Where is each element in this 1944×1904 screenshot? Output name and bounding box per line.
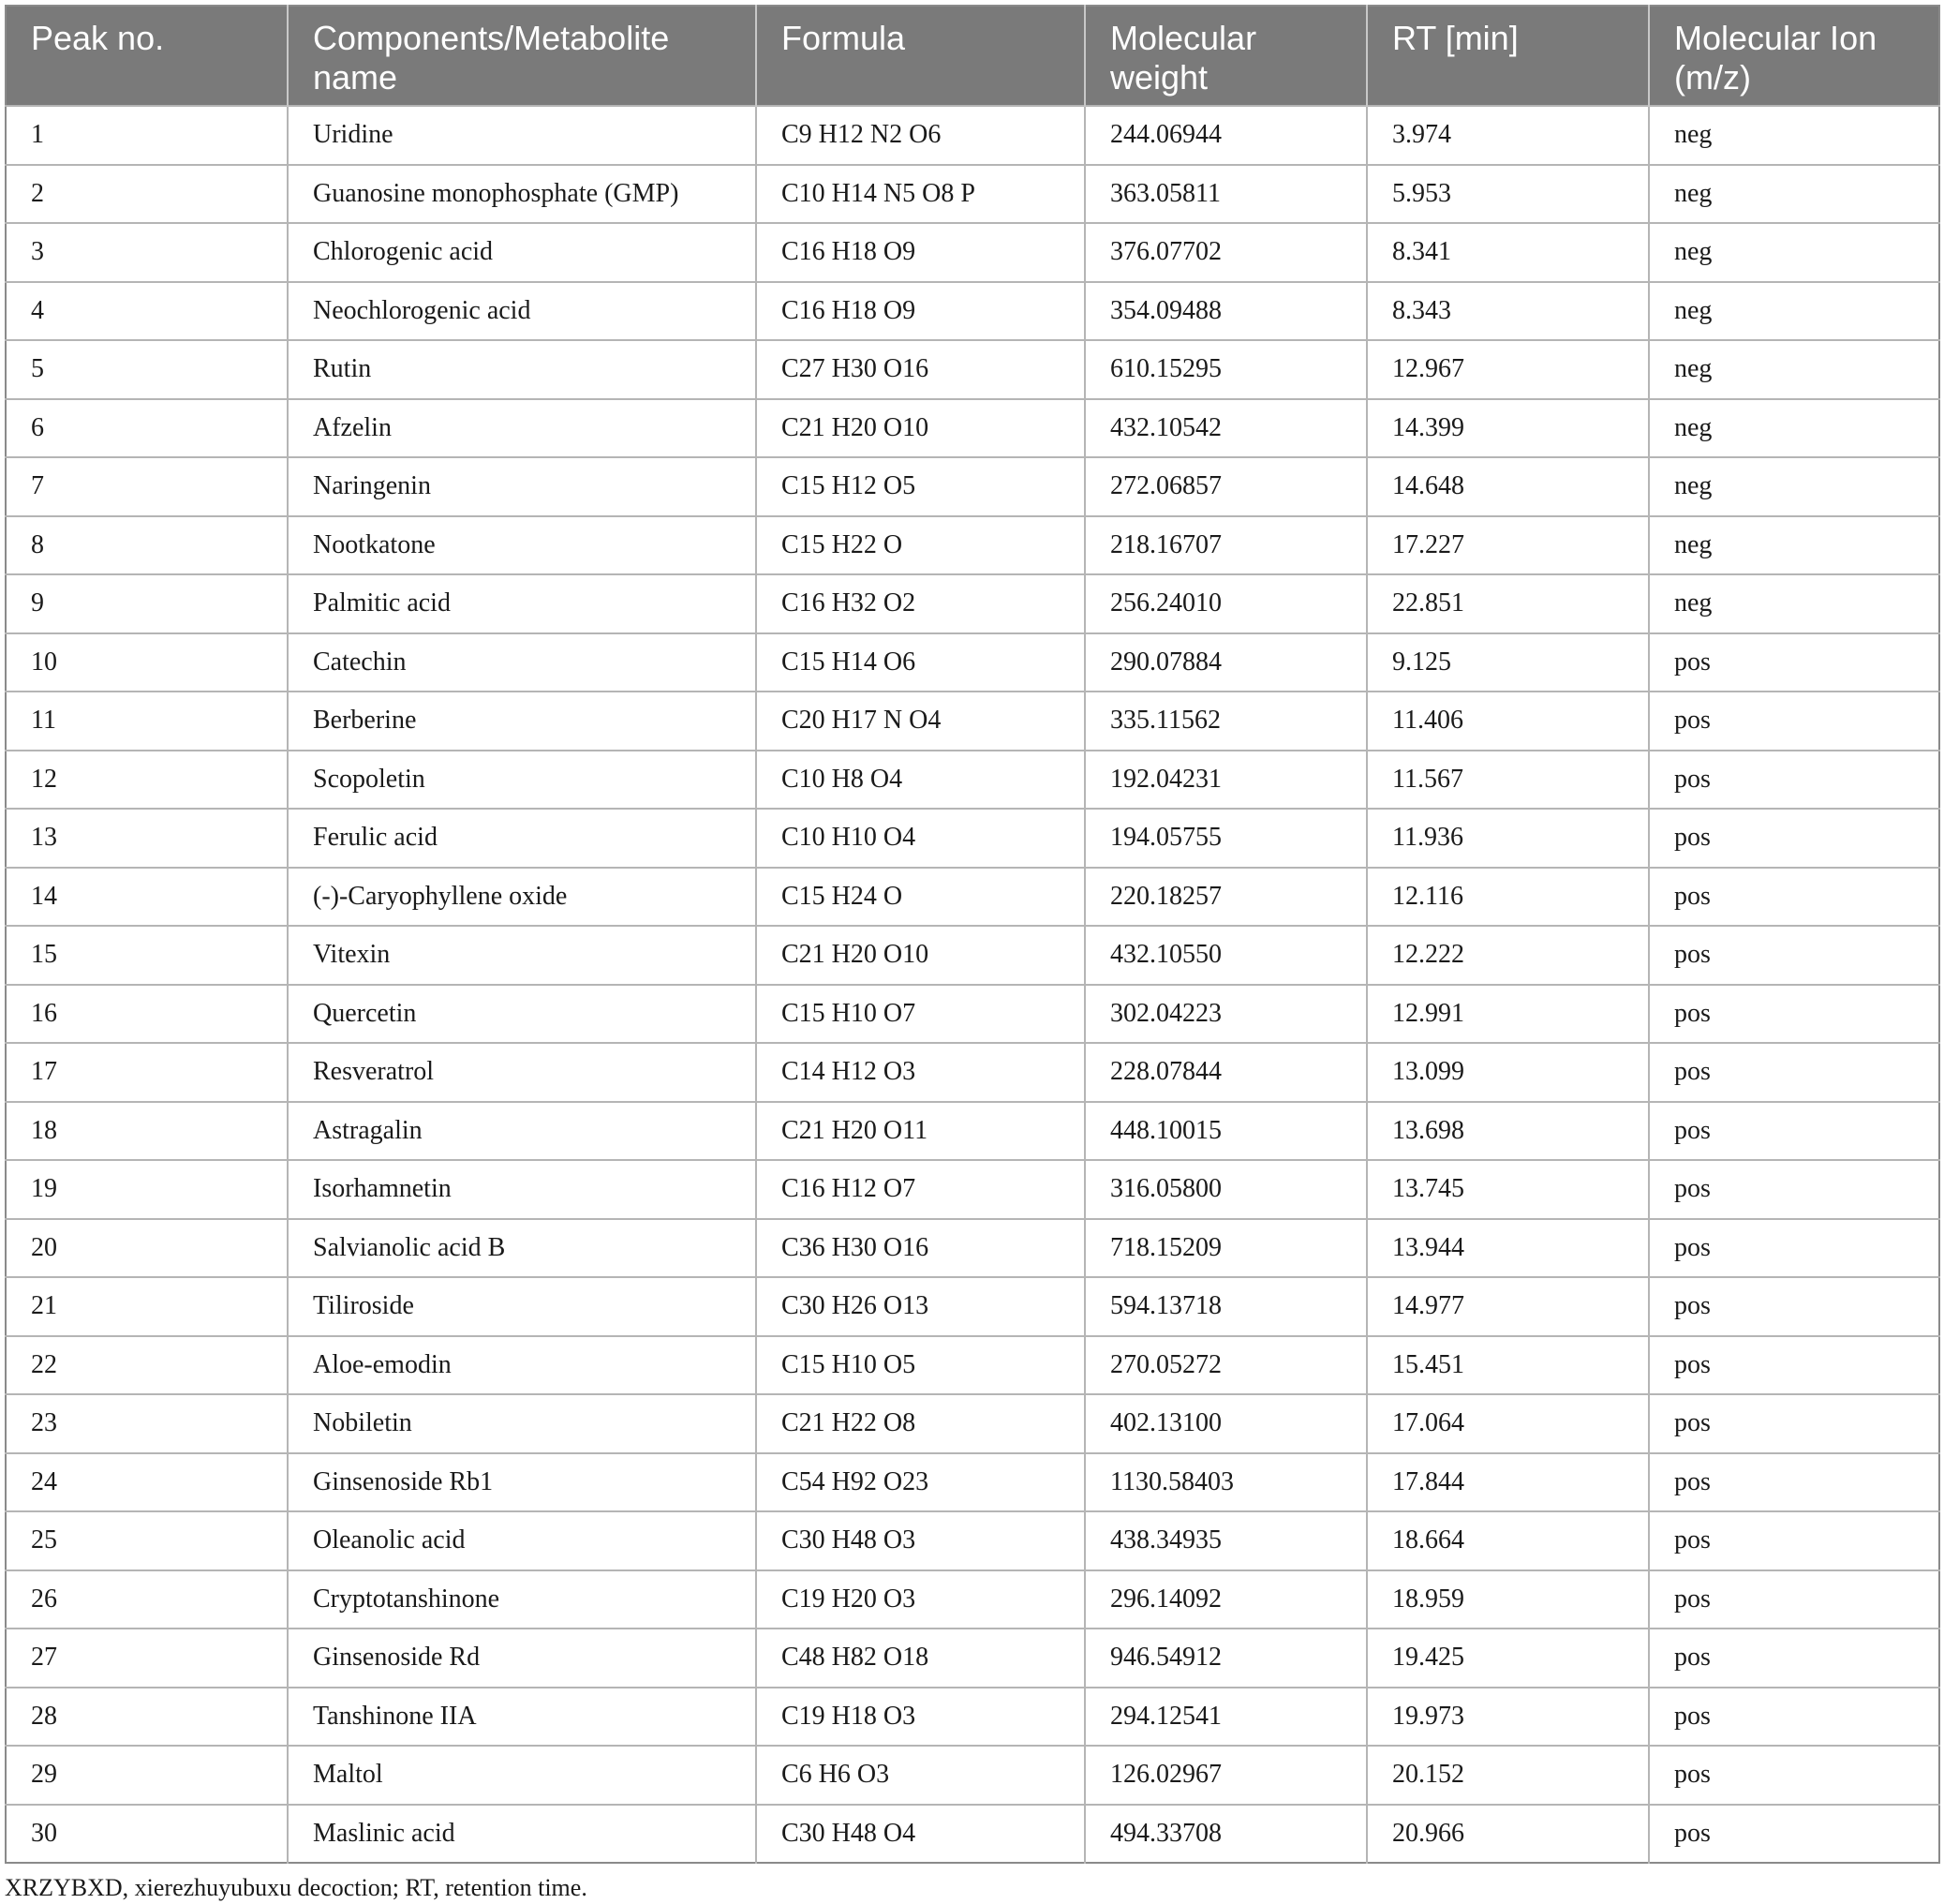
component-name-cell: Oleanolic acid xyxy=(288,1511,756,1570)
component-name-cell: Maslinic acid xyxy=(288,1805,756,1864)
peak-no-cell: 3 xyxy=(6,223,288,282)
rt-cell: 13.099 xyxy=(1367,1043,1649,1102)
component-name-cell: (-)-Caryophyllene oxide xyxy=(288,868,756,927)
molecular-ion-cell: neg xyxy=(1649,282,1939,341)
rt-cell: 17.227 xyxy=(1367,516,1649,575)
molecular-ion-cell: pos xyxy=(1649,1805,1939,1864)
molecular-weight-cell: 402.13100 xyxy=(1085,1394,1367,1453)
formula-cell: C15 H10 O7 xyxy=(756,985,1085,1044)
peak-no-cell: 26 xyxy=(6,1570,288,1629)
component-name-cell: Rutin xyxy=(288,340,756,399)
table-row xyxy=(6,868,1939,927)
component-name-cell: Ferulic acid xyxy=(288,809,756,868)
rt-cell: 12.991 xyxy=(1367,985,1649,1044)
peak-no-cell: 5 xyxy=(6,340,288,399)
table-row xyxy=(6,1043,1939,1102)
peak-no-cell: 14 xyxy=(6,868,288,927)
molecular-weight-cell: 228.07844 xyxy=(1085,1043,1367,1102)
peak-no-cell: 13 xyxy=(6,809,288,868)
peak-no-cell: 29 xyxy=(6,1746,288,1805)
formula-cell: C16 H18 O9 xyxy=(756,223,1085,282)
formula-cell: C21 H20 O10 xyxy=(756,399,1085,458)
component-name-cell: Nobiletin xyxy=(288,1394,756,1453)
molecular-ion-cell: neg xyxy=(1649,165,1939,224)
table-row xyxy=(6,457,1939,516)
molecular-ion-cell: neg xyxy=(1649,516,1939,575)
molecular-ion-cell: pos xyxy=(1649,1746,1939,1805)
component-name-cell: Naringenin xyxy=(288,457,756,516)
component-name-cell: Ginsenoside Rb1 xyxy=(288,1453,756,1512)
component-name-cell: Nootkatone xyxy=(288,516,756,575)
molecular-ion-cell: pos xyxy=(1649,926,1939,985)
rt-cell: 14.399 xyxy=(1367,399,1649,458)
peak-no-cell: 21 xyxy=(6,1277,288,1336)
formula-cell: C15 H10 O5 xyxy=(756,1336,1085,1395)
rt-cell: 18.664 xyxy=(1367,1511,1649,1570)
component-name-cell: Neochlorogenic acid xyxy=(288,282,756,341)
peak-no-cell: 20 xyxy=(6,1219,288,1278)
molecular-ion-cell: pos xyxy=(1649,1160,1939,1219)
formula-cell: C21 H20 O10 xyxy=(756,926,1085,985)
component-name-cell: Palmitic acid xyxy=(288,574,756,633)
component-name-cell: Vitexin xyxy=(288,926,756,985)
formula-cell: C16 H32 O2 xyxy=(756,574,1085,633)
molecular-ion-cell: neg xyxy=(1649,106,1939,165)
table-row xyxy=(6,926,1939,985)
molecular-weight-cell: 448.10015 xyxy=(1085,1102,1367,1161)
rt-cell: 14.977 xyxy=(1367,1277,1649,1336)
formula-cell: C36 H30 O16 xyxy=(756,1219,1085,1278)
rt-cell: 17.064 xyxy=(1367,1394,1649,1453)
molecular-weight-cell: 335.11562 xyxy=(1085,692,1367,751)
component-name-cell: Astragalin xyxy=(288,1102,756,1161)
table-row xyxy=(6,1102,1939,1161)
table-row xyxy=(6,399,1939,458)
rt-cell: 11.936 xyxy=(1367,809,1649,868)
component-name-cell: Isorhamnetin xyxy=(288,1160,756,1219)
component-name-cell: Berberine xyxy=(288,692,756,751)
molecular-weight-cell: 432.10550 xyxy=(1085,926,1367,985)
header-molecular-ion: Molecular Ion (m/z) xyxy=(1649,6,1939,106)
peak-no-cell: 30 xyxy=(6,1805,288,1864)
component-name-cell: Guanosine monophosphate (GMP) xyxy=(288,165,756,224)
rt-cell: 5.953 xyxy=(1367,165,1649,224)
component-name-cell: Quercetin xyxy=(288,985,756,1044)
formula-cell: C30 H48 O3 xyxy=(756,1511,1085,1570)
peak-no-cell: 10 xyxy=(6,633,288,692)
table-row xyxy=(6,751,1939,810)
peak-no-cell: 24 xyxy=(6,1453,288,1512)
header-peak-no: Peak no. xyxy=(6,6,288,106)
metabolite-table xyxy=(5,5,1940,1864)
formula-cell: C15 H22 O xyxy=(756,516,1085,575)
peak-no-cell: 6 xyxy=(6,399,288,458)
peak-no-cell: 2 xyxy=(6,165,288,224)
rt-cell: 18.959 xyxy=(1367,1570,1649,1629)
peak-no-cell: 12 xyxy=(6,751,288,810)
header-molecular-weight: Molecular weight xyxy=(1085,6,1367,106)
molecular-ion-cell: pos xyxy=(1649,1511,1939,1570)
molecular-weight-cell: 302.04223 xyxy=(1085,985,1367,1044)
molecular-weight-cell: 296.14092 xyxy=(1085,1570,1367,1629)
molecular-ion-cell: pos xyxy=(1649,692,1939,751)
component-name-cell: Chlorogenic acid xyxy=(288,223,756,282)
formula-cell: C16 H18 O9 xyxy=(756,282,1085,341)
molecular-weight-cell: 946.54912 xyxy=(1085,1629,1367,1688)
molecular-ion-cell: pos xyxy=(1649,1277,1939,1336)
molecular-ion-cell: pos xyxy=(1649,1453,1939,1512)
molecular-weight-cell: 1130.58403 xyxy=(1085,1453,1367,1512)
molecular-ion-cell: pos xyxy=(1649,1394,1939,1453)
molecular-ion-cell: pos xyxy=(1649,1336,1939,1395)
component-name-cell: Maltol xyxy=(288,1746,756,1805)
rt-cell: 12.967 xyxy=(1367,340,1649,399)
formula-cell: C48 H82 O18 xyxy=(756,1629,1085,1688)
molecular-weight-cell: 256.24010 xyxy=(1085,574,1367,633)
component-name-cell: Aloe-emodin xyxy=(288,1336,756,1395)
rt-cell: 9.125 xyxy=(1367,633,1649,692)
peak-no-cell: 22 xyxy=(6,1336,288,1395)
molecular-weight-cell: 432.10542 xyxy=(1085,399,1367,458)
formula-cell: C19 H18 O3 xyxy=(756,1688,1085,1747)
molecular-weight-cell: 438.34935 xyxy=(1085,1511,1367,1570)
rt-cell: 13.944 xyxy=(1367,1219,1649,1278)
table-header xyxy=(6,6,1939,106)
molecular-ion-cell: pos xyxy=(1649,633,1939,692)
formula-cell: C30 H26 O13 xyxy=(756,1277,1085,1336)
table-row xyxy=(6,1511,1939,1570)
molecular-ion-cell: pos xyxy=(1649,1570,1939,1629)
table-row xyxy=(6,223,1939,282)
formula-cell: C19 H20 O3 xyxy=(756,1570,1085,1629)
molecular-ion-cell: pos xyxy=(1649,1043,1939,1102)
table-row xyxy=(6,1629,1939,1688)
table-row xyxy=(6,165,1939,224)
rt-cell: 20.152 xyxy=(1367,1746,1649,1805)
molecular-weight-cell: 194.05755 xyxy=(1085,809,1367,868)
formula-cell: C15 H12 O5 xyxy=(756,457,1085,516)
molecular-weight-cell: 316.05800 xyxy=(1085,1160,1367,1219)
rt-cell: 8.341 xyxy=(1367,223,1649,282)
rt-cell: 11.567 xyxy=(1367,751,1649,810)
molecular-ion-cell: pos xyxy=(1649,751,1939,810)
molecular-ion-cell: neg xyxy=(1649,223,1939,282)
peak-no-cell: 9 xyxy=(6,574,288,633)
table-row xyxy=(6,1570,1939,1629)
molecular-weight-cell: 290.07884 xyxy=(1085,633,1367,692)
table-row xyxy=(6,633,1939,692)
peak-no-cell: 27 xyxy=(6,1629,288,1688)
formula-cell: C27 H30 O16 xyxy=(756,340,1085,399)
molecular-ion-cell: pos xyxy=(1649,985,1939,1044)
molecular-weight-cell: 363.05811 xyxy=(1085,165,1367,224)
peak-no-cell: 19 xyxy=(6,1160,288,1219)
table-row xyxy=(6,1453,1939,1512)
molecular-weight-cell: 244.06944 xyxy=(1085,106,1367,165)
component-name-cell: Tanshinone IIA xyxy=(288,1688,756,1747)
component-name-cell: Salvianolic acid B xyxy=(288,1219,756,1278)
molecular-ion-cell: pos xyxy=(1649,1219,1939,1278)
table-footnote: XRZYBXD, xierezhuyubuxu decoction; RT, retention time. xyxy=(5,1874,587,1901)
molecular-ion-cell: pos xyxy=(1649,1102,1939,1161)
table-row xyxy=(6,574,1939,633)
header-rt: RT [min] xyxy=(1367,6,1649,106)
table-row xyxy=(6,1394,1939,1453)
molecular-ion-cell: pos xyxy=(1649,1629,1939,1688)
formula-cell: C21 H20 O11 xyxy=(756,1102,1085,1161)
table-row xyxy=(6,1160,1939,1219)
peak-no-cell: 23 xyxy=(6,1394,288,1453)
rt-cell: 13.698 xyxy=(1367,1102,1649,1161)
formula-cell: C14 H12 O3 xyxy=(756,1043,1085,1102)
molecular-weight-cell: 610.15295 xyxy=(1085,340,1367,399)
formula-cell: C10 H14 N5 O8 P xyxy=(756,165,1085,224)
molecular-weight-cell: 718.15209 xyxy=(1085,1219,1367,1278)
rt-cell: 20.966 xyxy=(1367,1805,1649,1864)
table-row xyxy=(6,516,1939,575)
formula-cell: C10 H10 O4 xyxy=(756,809,1085,868)
molecular-ion-cell: neg xyxy=(1649,340,1939,399)
peak-no-cell: 16 xyxy=(6,985,288,1044)
component-name-cell: Cryptotanshinone xyxy=(288,1570,756,1629)
rt-cell: 19.973 xyxy=(1367,1688,1649,1747)
table-row xyxy=(6,985,1939,1044)
header-component-name: Components/Metabolite name xyxy=(288,6,756,106)
molecular-weight-cell: 126.02967 xyxy=(1085,1746,1367,1805)
component-name-cell: Ginsenoside Rd xyxy=(288,1629,756,1688)
header-row xyxy=(6,6,1939,106)
molecular-weight-cell: 220.18257 xyxy=(1085,868,1367,927)
peak-no-cell: 17 xyxy=(6,1043,288,1102)
peak-no-cell: 28 xyxy=(6,1688,288,1747)
formula-cell: C16 H12 O7 xyxy=(756,1160,1085,1219)
component-name-cell: Uridine xyxy=(288,106,756,165)
molecular-ion-cell: neg xyxy=(1649,457,1939,516)
table-row xyxy=(6,340,1939,399)
molecular-weight-cell: 218.16707 xyxy=(1085,516,1367,575)
component-name-cell: Resveratrol xyxy=(288,1043,756,1102)
table-row xyxy=(6,692,1939,751)
table-row xyxy=(6,1805,1939,1864)
molecular-weight-cell: 270.05272 xyxy=(1085,1336,1367,1395)
molecular-weight-cell: 272.06857 xyxy=(1085,457,1367,516)
component-name-cell: Afzelin xyxy=(288,399,756,458)
component-name-cell: Tiliroside xyxy=(288,1277,756,1336)
peak-no-cell: 15 xyxy=(6,926,288,985)
rt-cell: 17.844 xyxy=(1367,1453,1649,1512)
header-formula: Formula xyxy=(756,6,1085,106)
formula-cell: C15 H24 O xyxy=(756,868,1085,927)
formula-cell: C20 H17 N O4 xyxy=(756,692,1085,751)
table-body xyxy=(6,106,1939,1863)
formula-cell: C6 H6 O3 xyxy=(756,1746,1085,1805)
table-row xyxy=(6,1277,1939,1336)
rt-cell: 14.648 xyxy=(1367,457,1649,516)
rt-cell: 12.116 xyxy=(1367,868,1649,927)
table-row xyxy=(6,809,1939,868)
rt-cell: 12.222 xyxy=(1367,926,1649,985)
table-row xyxy=(6,1688,1939,1747)
table-row xyxy=(6,1219,1939,1278)
molecular-weight-cell: 376.07702 xyxy=(1085,223,1367,282)
peak-no-cell: 25 xyxy=(6,1511,288,1570)
formula-cell: C10 H8 O4 xyxy=(756,751,1085,810)
molecular-ion-cell: pos xyxy=(1649,809,1939,868)
table-row xyxy=(6,106,1939,165)
formula-cell: C9 H12 N2 O6 xyxy=(756,106,1085,165)
peak-no-cell: 1 xyxy=(6,106,288,165)
molecular-weight-cell: 494.33708 xyxy=(1085,1805,1367,1864)
molecular-weight-cell: 192.04231 xyxy=(1085,751,1367,810)
peak-no-cell: 18 xyxy=(6,1102,288,1161)
molecular-weight-cell: 594.13718 xyxy=(1085,1277,1367,1336)
molecular-ion-cell: neg xyxy=(1649,399,1939,458)
peak-no-cell: 4 xyxy=(6,282,288,341)
rt-cell: 3.974 xyxy=(1367,106,1649,165)
molecular-ion-cell: pos xyxy=(1649,868,1939,927)
rt-cell: 11.406 xyxy=(1367,692,1649,751)
table-row xyxy=(6,1746,1939,1805)
peak-no-cell: 11 xyxy=(6,692,288,751)
molecular-ion-cell: pos xyxy=(1649,1688,1939,1747)
rt-cell: 15.451 xyxy=(1367,1336,1649,1395)
rt-cell: 22.851 xyxy=(1367,574,1649,633)
rt-cell: 13.745 xyxy=(1367,1160,1649,1219)
component-name-cell: Scopoletin xyxy=(288,751,756,810)
table-row xyxy=(6,282,1939,341)
formula-cell: C30 H48 O4 xyxy=(756,1805,1085,1864)
molecular-ion-cell: neg xyxy=(1649,574,1939,633)
molecular-weight-cell: 354.09488 xyxy=(1085,282,1367,341)
table-row xyxy=(6,1336,1939,1395)
molecular-weight-cell: 294.12541 xyxy=(1085,1688,1367,1747)
component-name-cell: Catechin xyxy=(288,633,756,692)
peak-no-cell: 7 xyxy=(6,457,288,516)
formula-cell: C21 H22 O8 xyxy=(756,1394,1085,1453)
peak-no-cell: 8 xyxy=(6,516,288,575)
formula-cell: C15 H14 O6 xyxy=(756,633,1085,692)
rt-cell: 8.343 xyxy=(1367,282,1649,341)
formula-cell: C54 H92 O23 xyxy=(756,1453,1085,1512)
rt-cell: 19.425 xyxy=(1367,1629,1649,1688)
